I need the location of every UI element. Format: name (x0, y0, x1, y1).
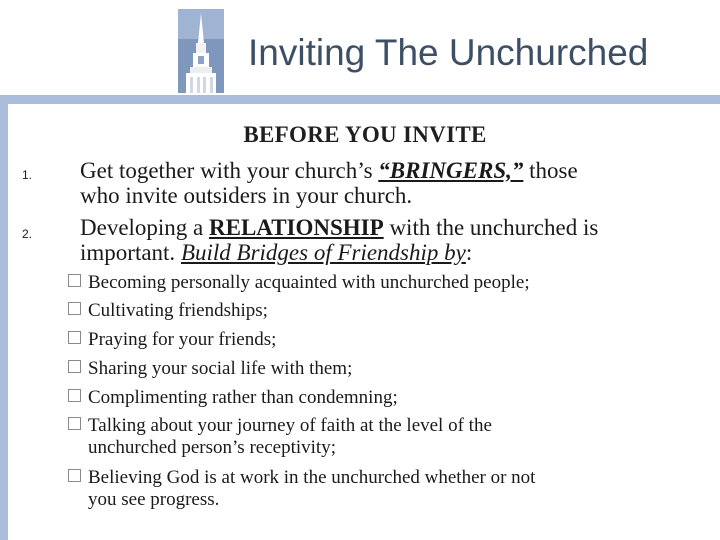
checkbox-bullet-icon (68, 389, 81, 402)
bringers-emphasis: “BRINGERS,” (378, 158, 524, 183)
item-text: Developing a (80, 215, 210, 240)
checkbox-bullet-icon (68, 274, 81, 287)
bullet-item (68, 467, 708, 511)
item-text: those (523, 158, 578, 183)
item-number: 1. (22, 168, 33, 182)
bullet-item (68, 415, 708, 459)
checkbox-bullet-icon (68, 302, 81, 315)
item-text: with the unchurched is (383, 215, 599, 240)
bullet-text: Cultivating friendships; (88, 300, 268, 321)
bullet-continuation: you see progress. (88, 489, 220, 510)
slide-title: Inviting The Unchurched (248, 32, 649, 73)
list-item (80, 158, 710, 208)
list-item (80, 215, 710, 265)
checkbox-bullet-icon (68, 417, 81, 430)
bullet-continuation: unchurched person’s receptivity; (88, 437, 336, 458)
item-text: important. (80, 240, 181, 265)
item-text: who invite outsiders in your church. (80, 183, 413, 208)
bullet-item (68, 329, 708, 351)
relationship-emphasis: RELATIONSHIP (209, 215, 384, 240)
church-steeple-logo (178, 9, 224, 93)
checkbox-bullet-icon (68, 469, 81, 482)
left-accent-bar (0, 104, 8, 540)
bullet-text: Becoming personally acquainted with unchurched people; (88, 272, 530, 293)
checkbox-bullet-icon (68, 360, 81, 373)
item-text: Get together with your church’s (80, 158, 379, 183)
checkbox-bullet-icon (68, 331, 81, 344)
bullet-item (68, 272, 708, 294)
item-number: 2. (22, 227, 33, 241)
bullet-item (68, 387, 708, 409)
bullet-text: Complimenting rather than condemning; (88, 387, 398, 408)
bullet-text: Sharing your social life with them; (88, 358, 353, 379)
bullet-text: Believing God is at work in the unchurched whether or not (88, 467, 536, 488)
bullet-item (68, 300, 708, 322)
section-heading: BEFORE YOU INVITE (243, 122, 487, 147)
bridges-emphasis: Build Bridges of Friendship by (180, 240, 466, 265)
bullet-text: Talking about your journey of faith at the level of the (88, 415, 492, 436)
bullet-item (68, 358, 708, 380)
header-divider-bar (0, 95, 720, 104)
item-text: : (465, 240, 473, 265)
bullet-text: Praying for your friends; (88, 329, 277, 350)
